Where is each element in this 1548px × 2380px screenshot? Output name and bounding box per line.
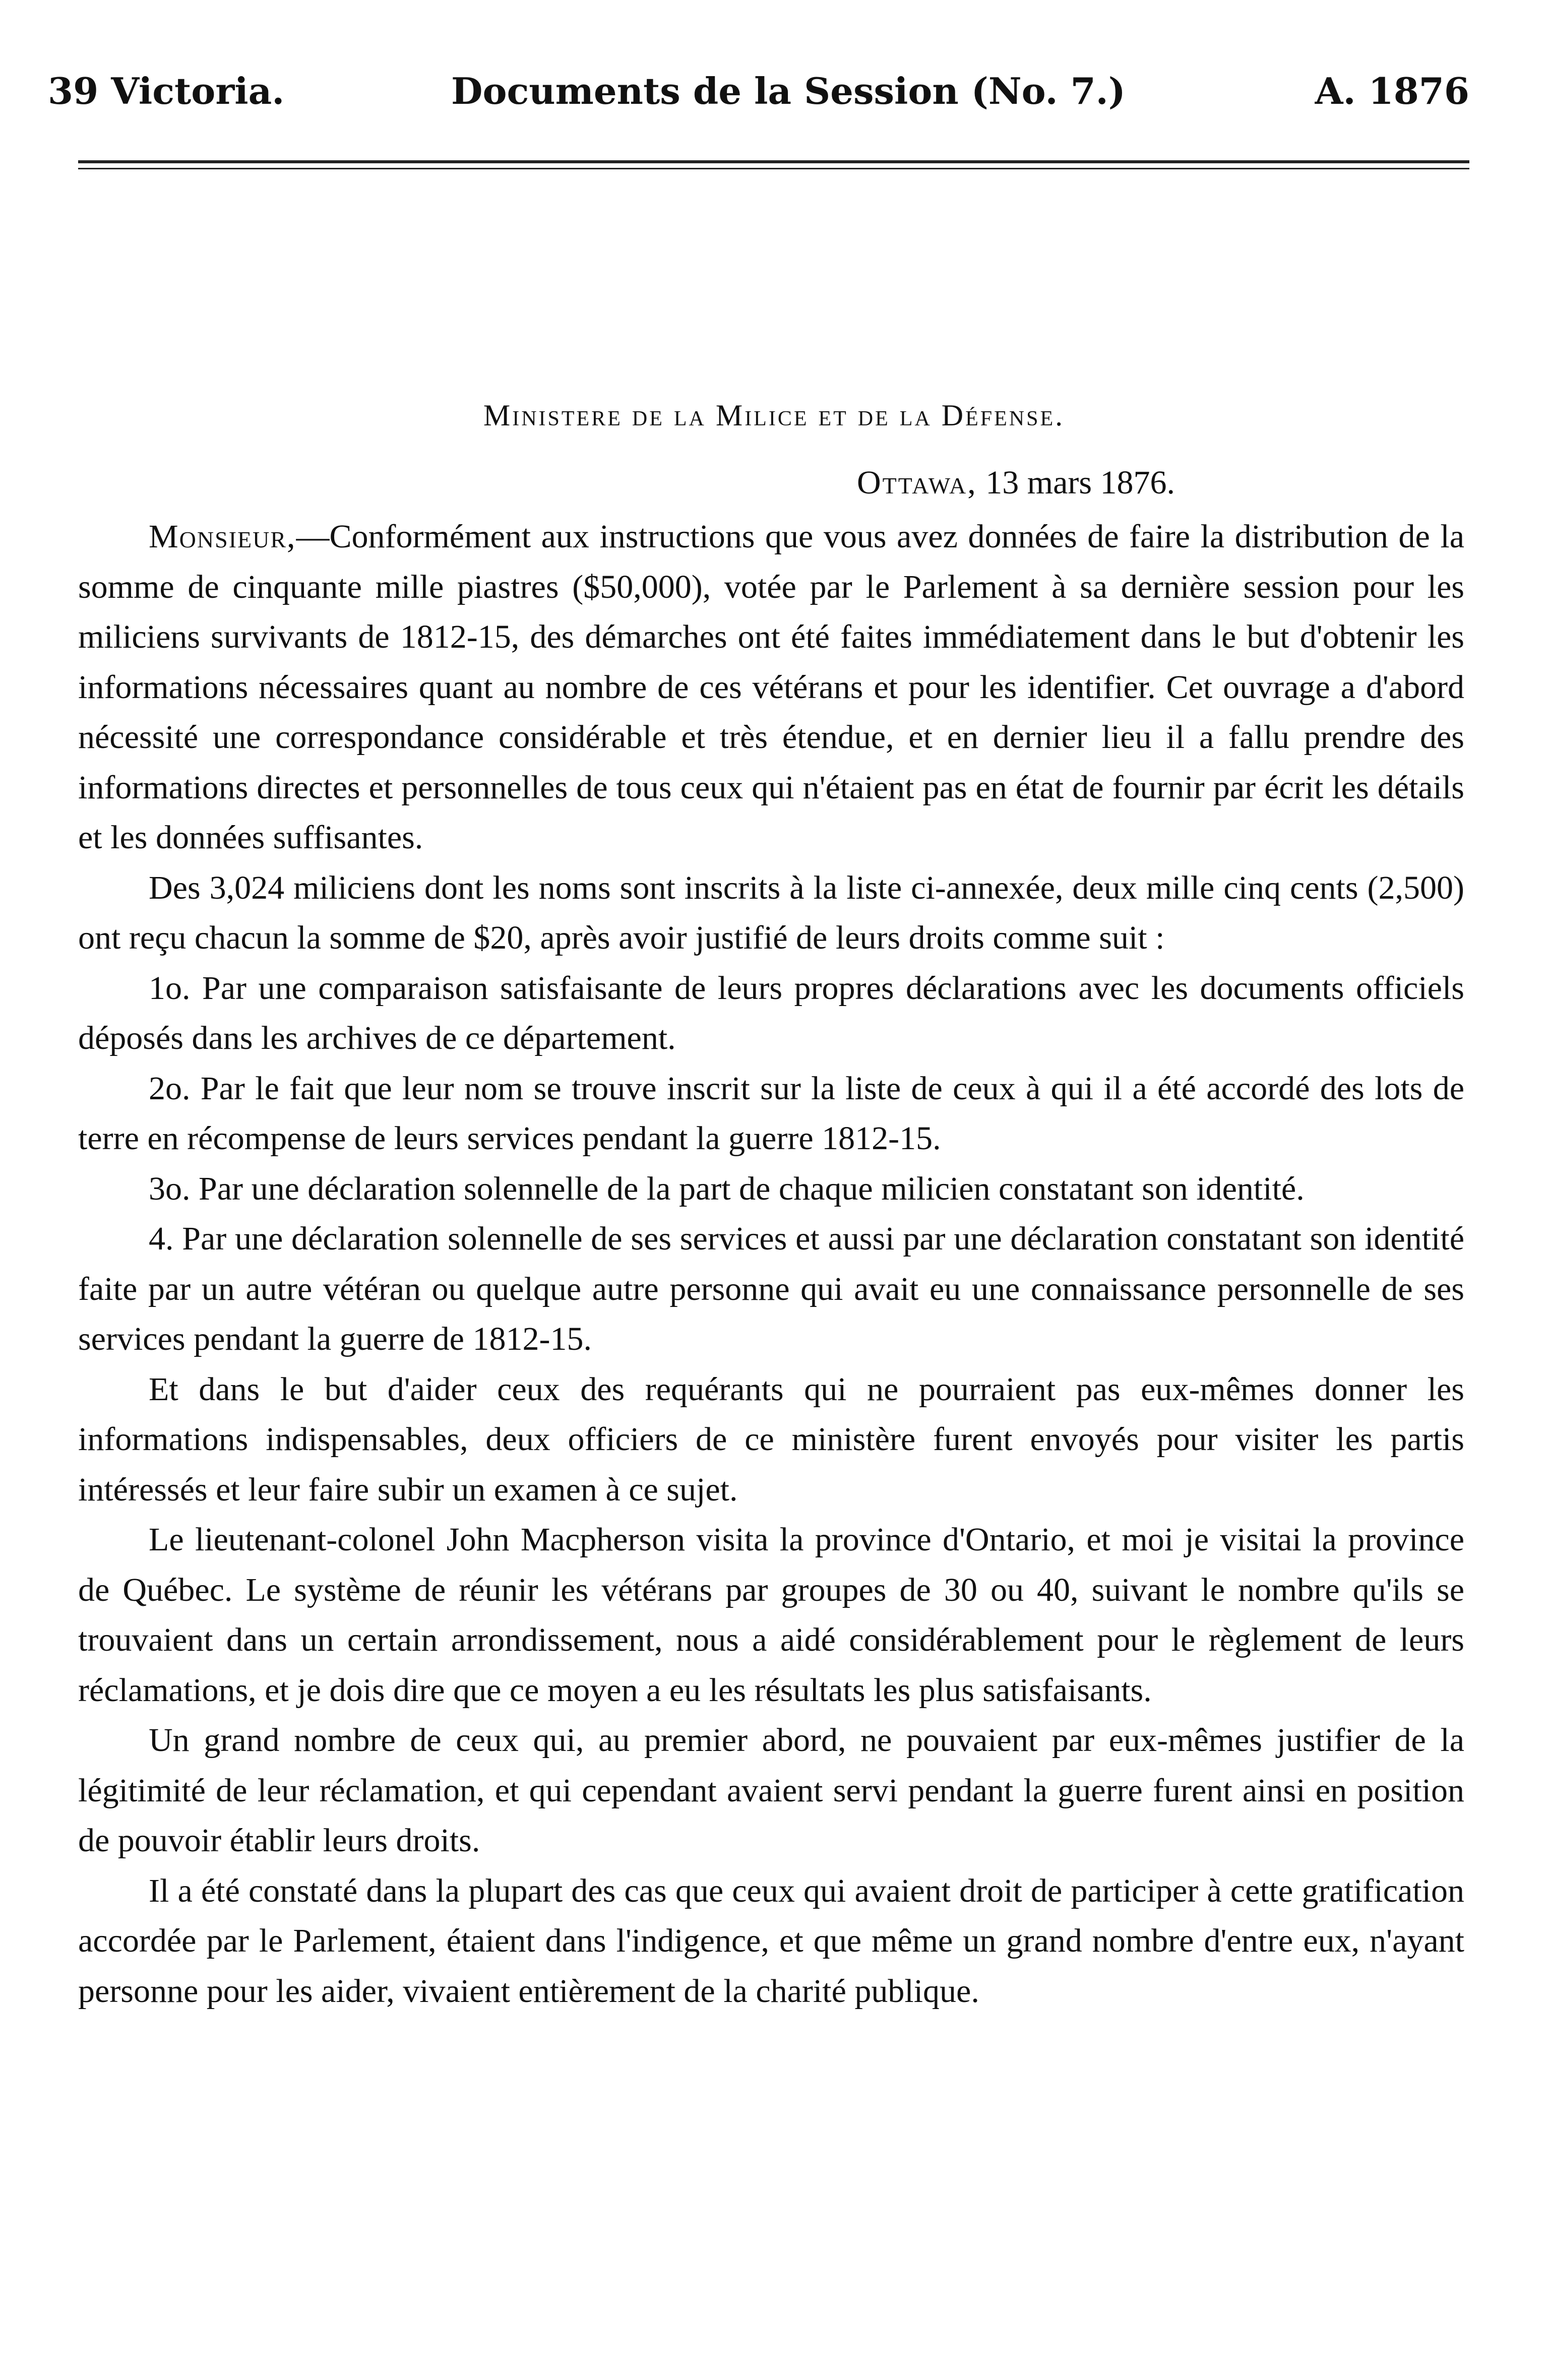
paragraph: Le lieutenant-colonel John Macpherson visita la province d'Ontario, et moi je visitai la province de Québec. Le système de réunir les vétérans par groupes de 30 ou 40, suivant le nombre qu'ils se trouvaient dans un certain arrondissement, nous a aidé considérablement pour le règlement de leurs réclamations, et je dois dire que ce moyen a eu les résultats les plus satisfaisants. <box>78 1521 1464 1709</box>
salutation: Monsieur, <box>149 518 296 555</box>
ministry-title: Ministere de la Milice et de la Défense. <box>483 399 1065 432</box>
paragraph: Et dans le but d'aider ceux des requérants qui ne pourraient pas eux-mêmes donner les informations indispensables, deux officiers de ce ministère furent envoyés pour visiter les partis intéressés et leur faire subir un examen à ce sujet. <box>78 1370 1464 1508</box>
paragraph: 4. Par une déclaration solennelle de ses services et aussi par une déclaration constatant son identité faite par un autre vétéran ou quelque autre personne qui avait eu une connaissance personnelle de ses services pendant la guerre de 1812-15. <box>78 1220 1464 1357</box>
paragraph: Un grand nombre de ceux qui, au premier abord, ne pouvaient par eux-mêmes justifier de la légitimité de leur réclamation, et qui cependant avaient servi pendant la guerre furent ainsi en position de pouvoir établir leurs droits. <box>78 1722 1464 1859</box>
paragraph: 1o. Par une comparaison satisfaisante de leurs propres déclarations avec les documents officiels déposés dans les archives de ce département. <box>78 969 1464 1056</box>
paragraph: Des 3,024 miliciens dont les noms sont inscrits à la liste ci-annexée, deux mille cinq cents (2,500) ont reçu chacun la somme de $20, après avoir justifié de leurs droits comme suit : <box>78 869 1464 956</box>
header-year: A. 1876 <box>1315 70 1469 112</box>
letter-body <box>78 512 1464 2016</box>
paragraph: Il a été constaté dans la plupart des cas que ceux qui avaient droit de participer à cette gratification accordée par le Parlement, étaient dans l'indigence, et que même un grand nombre d'entre eux, n'ayant personne pour les aider, vivaient entièrement de la charité publique. <box>78 1872 1464 2010</box>
header-volume: 39 Victoria. <box>48 70 285 112</box>
running-head <box>48 70 1469 125</box>
paragraph <box>78 512 1464 863</box>
dateline-date: 13 mars 1876. <box>977 464 1175 501</box>
header-rule-thin <box>78 168 1469 169</box>
paragraph-text: —Conformément aux instructions que vous avez données de faire la distribution de la somme de cinquante mille piastres ($50,000), votée par le Parlement à sa dernière session pour les miliciens survivants de 1812-15, des démarches ont été faites immédiatement dans le but d'obtenir les informations nécessaires quant au nombre de ces vétérans et pour les identifier. Cet ouvrage a d'abord nécessité une correspondance considérable et très étendue, et en dernier lieu il a fallu prendre des informations directes et personnelles de tous ceux qui n'étaient pas en état de fournir par écrit les détails et les données suffisantes. <box>78 518 1464 856</box>
dateline-city: Ottawa, <box>857 464 977 501</box>
paragraph: 3o. Par une déclaration solennelle de la part de chaque milicien constatant son identité. <box>149 1170 1305 1207</box>
dateline <box>857 464 1336 502</box>
paragraph: 2o. Par le fait que leur nom se trouve inscrit sur la liste de ceux à qui il a été accordé des lots de terre en récompense de leurs services pendant la guerre 1812-15. <box>78 1070 1464 1157</box>
header-rule <box>78 160 1469 163</box>
header-title: Documents de la Session (No. 7.) <box>451 70 1126 112</box>
